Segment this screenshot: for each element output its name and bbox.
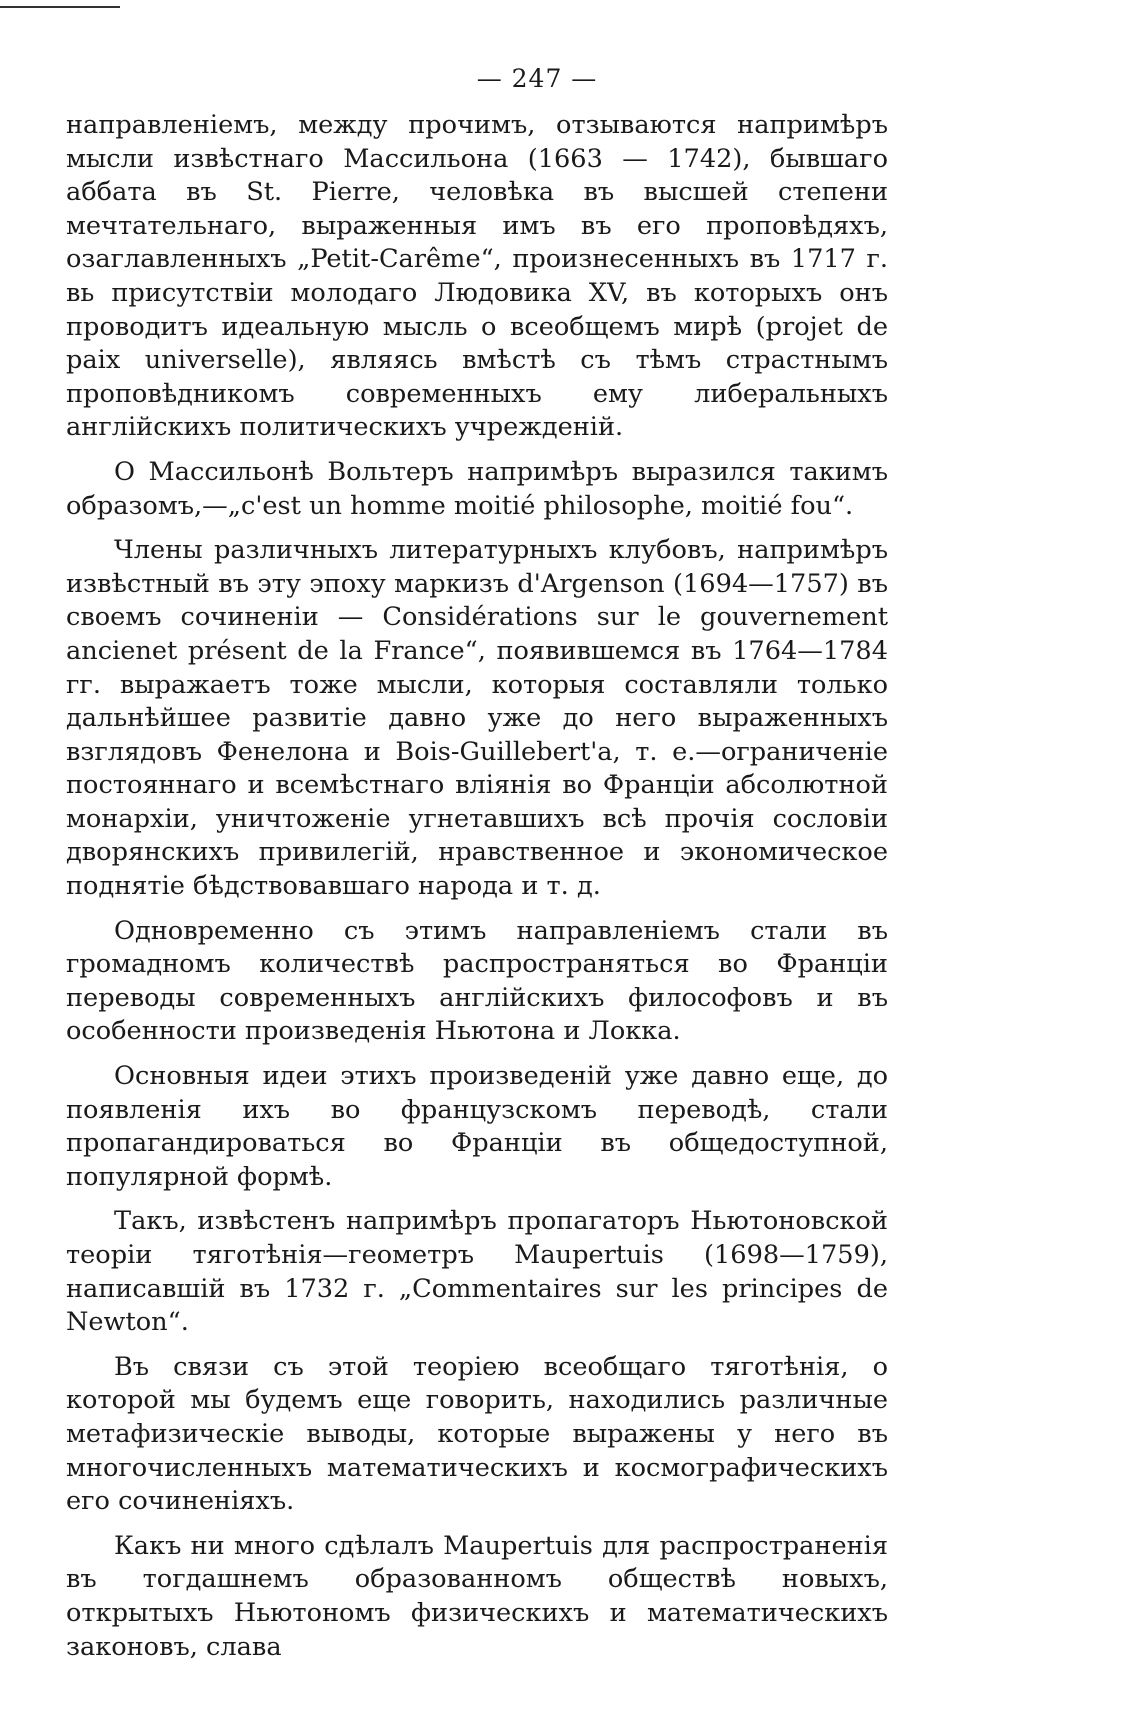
paragraph-basic-ideas: Основныя идеи этихъ произведеній уже давно еще, до появленія ихъ во французскомъ переводѣ, стали пропагандироваться во Франціи въ общедоступной, популярной формѣ.: [66, 1061, 888, 1192]
paragraph-argenson: Члены различныхъ литературныхъ клубовъ, напримѣръ извѣстный въ эту эпоху маркизъ d'Argenson (1694—1757) въ своемъ сочиненіи — Considérations sur le gouvernement ancienet présent de la France“, появившемся въ 1764—1784 гг. выражаетъ тоже мысли, которыя составляли только дальнѣйшее развитіе давно уже до него выраженныхъ взглядовъ Фенелона и Bois-Guillebert'a, т. е.—ограниченіе постояннаго и всемѣстнаго вліянія во Франціи абсолютной монархіи, уничтоженіе угнетавшихъ всѣ прочія сословіи дворянскихъ привилегій, нравственное и экономическое поднятіе бѣдствовавшаго народа и т. д.: [66, 535, 888, 902]
paragraph-maupertuis-fame: Какъ ни много сдѣлалъ Maupertuis для распространенія въ тогдашнемъ образованномъ обществѣ новыхъ, открытыхъ Ньютономъ физическихъ и математическихъ законовъ, слава: [66, 1530, 888, 1662]
page-number: — 247 —: [476, 64, 598, 93]
paragraph-voltaire-quote: О Массильонѣ Вольтеръ напримѣръ выразился такимъ образомъ,—„c'est un homme moitié philosophe, moitié fou“.: [66, 456, 888, 521]
paragraph-gravitation-theory: Въ связи съ этой теоріею всеобщаго тяготѣнія, о которой мы будемъ еще говорить, находились различные метафизическіе выводы, которые выражены у него въ многочисленныхъ математическихъ и космографическихъ его сочиненіяхъ.: [66, 1351, 888, 1517]
paragraph-maupertuis: Такъ, извѣстенъ напримѣръ пропагаторъ Ньютоновской теоріи тяготѣнія—геометръ Maupertuis (1698—1759), написавшій въ 1732 г. „Commentaires sur les principes de Newton“.: [66, 1206, 888, 1338]
scan-edge-rule: [0, 6, 120, 8]
book-page: [66, 64, 888, 1675]
paragraph-massillon: направленіемъ, между прочимъ, отзываются напримѣръ мысли извѣстнаго Массильона (1663 — 1742), бывшаго аббата въ St. Pierre, человѣка въ высшей степени мечтательнаго, выраженныя имъ въ его проповѣдяхъ, озаглавленныхъ „Petit-Carême“, произнесенныхъ въ 1717 г. вь присутствіи молодаго Людовика XV, въ которыхъ онъ проводитъ идеальную мысль о всеобщемъ мирѣ (projet de paix universelle), являясь вмѣстѣ съ тѣмъ страстнымъ проповѣдникомъ современныхъ ему либеральныхъ англійскихъ политическихъ учрежденій.: [66, 110, 888, 443]
paragraph-english-philosophers: Одновременно съ этимъ направленіемъ стали въ громадномъ количествѣ распространяться во Франціи переводы современныхъ англійскихъ философовъ и въ особенности произведенія Ньютона и Локка.: [66, 915, 888, 1047]
